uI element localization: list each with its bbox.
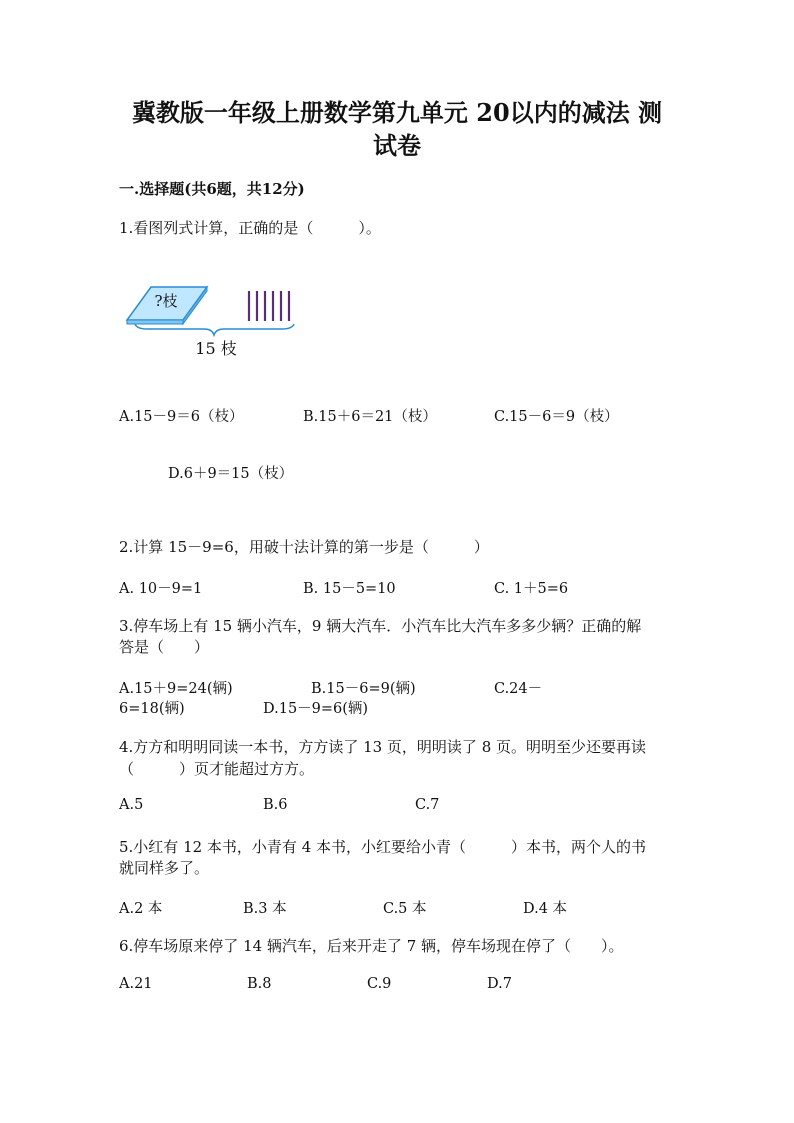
question-1-option-a: A.15－9＝6（枝） xyxy=(119,409,244,425)
question-2-stem: 2.计算 15－9=6，用破十法计算的第一步是（ ） xyxy=(119,538,489,556)
question-1-stem: 1.看图列式计算，正确的是（ ）。 xyxy=(119,219,381,237)
question-5-option-d: D.4 本 xyxy=(523,901,568,917)
question-6-option-c: C.9 xyxy=(367,976,392,992)
question-3-stem-line1: 3.停车场上有 15 辆小汽车，9 辆大汽车．小汽车比大汽车多多少辆？正确的解 xyxy=(119,617,642,635)
question-1-option-d: D.6＋9＝15（枝） xyxy=(168,466,294,482)
question-3-option-b: B.15－6=9(辆) xyxy=(311,681,416,697)
question-6-option-b: B.8 xyxy=(247,976,272,992)
section-heading: 一.选择题(共6题，共12分) xyxy=(119,180,305,198)
question-1-option-b: B.15＋6＝21（枝） xyxy=(303,409,437,425)
question-4-stem-line1: 4.方方和明明同读一本书，方方读了 13 页，明明读了 8 页。明明至少还要再读 xyxy=(119,738,647,756)
total-brace xyxy=(135,324,294,335)
question-6-option-d: D.7 xyxy=(487,976,512,992)
page-title-line1: 冀教版一年级上册数学第九单元 20以内的减法 测 xyxy=(131,98,663,127)
question-5-stem-line1: 5.小红有 12 本书，小青有 4 本书，小红要给小青（ ）本书，两个人的书 xyxy=(119,838,647,856)
question-1-option-c: C.15－6＝9（枝） xyxy=(494,409,619,425)
total-label: 15 枝 xyxy=(195,339,237,358)
question-5-option-a: A.2 本 xyxy=(119,901,163,917)
question-2-option-a: A. 10－9=1 xyxy=(119,581,203,597)
question-5-option-c: C.5 本 xyxy=(383,901,427,917)
question-1-figure xyxy=(120,280,310,365)
pencil-box-edge xyxy=(127,320,183,324)
box-label: ?枝 xyxy=(154,292,178,310)
question-3-stem-line2: 答是（ ） xyxy=(119,638,210,656)
question-3-option-c: C.24－ xyxy=(494,681,543,697)
question-6-stem: 6.停车场原来停了 14 辆汽车，后来开走了 7 辆，停车场现在停了（ ）。 xyxy=(119,937,624,955)
page-title-line2: 试卷 xyxy=(373,131,421,160)
question-2-option-b: B. 15－5=10 xyxy=(303,581,396,597)
question-4-option-b: B.6 xyxy=(263,797,288,813)
question-5-option-b: B.3 本 xyxy=(243,901,287,917)
question-2-option-c: C. 1＋5=6 xyxy=(494,581,569,597)
question-4-option-c: C.7 xyxy=(415,797,440,813)
question-3-option-d: D.15－9=6(辆) xyxy=(263,701,369,717)
question-3-option-a: A.15＋9=24(辆) xyxy=(119,681,233,697)
question-5-stem-line2: 就同样多了。 xyxy=(119,859,210,877)
question-4-stem-line2: （ ）页才能超过方方。 xyxy=(119,760,315,778)
question-6-option-a: A.21 xyxy=(119,976,153,992)
question-3-option-c-cont: 6=18(辆) xyxy=(119,701,185,717)
question-4-option-a: A.5 xyxy=(119,797,144,813)
